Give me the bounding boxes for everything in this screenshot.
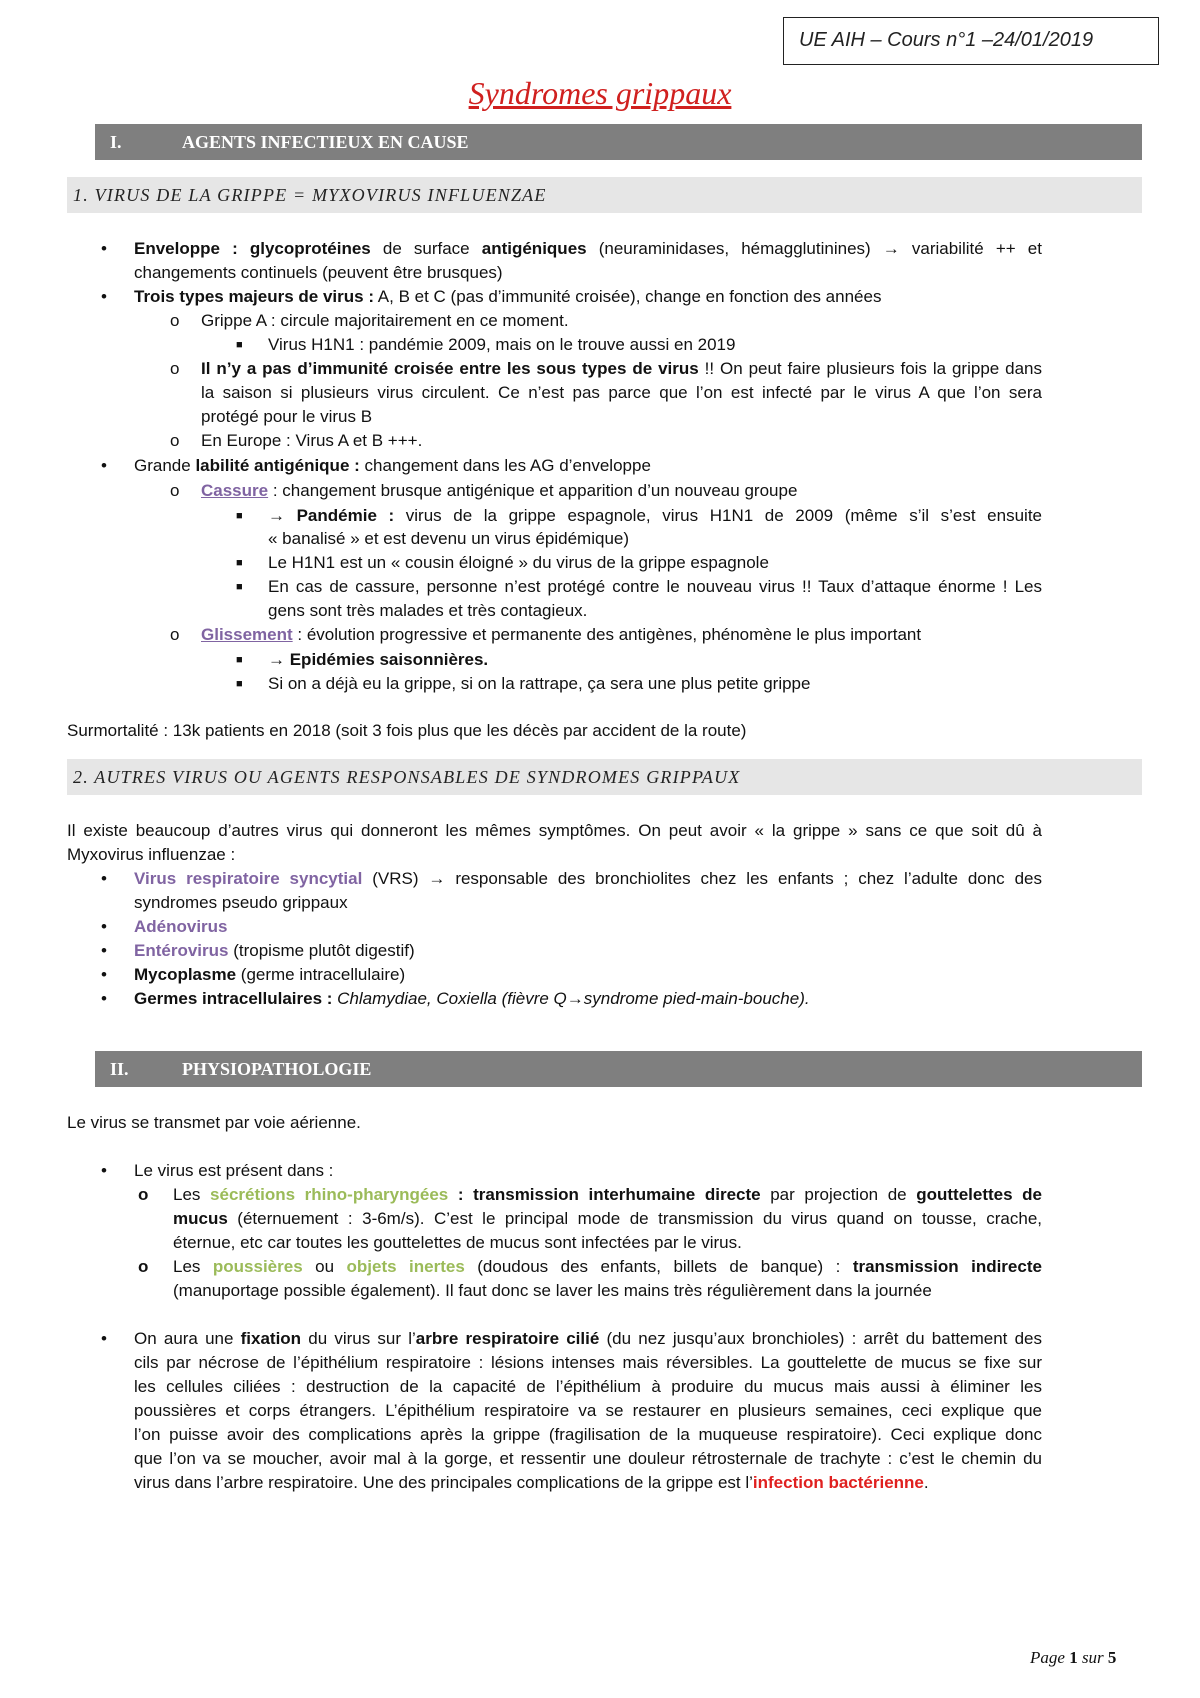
term-poussieres: poussières bbox=[212, 1257, 303, 1276]
list-item-continuation: les cellules ciliées : destruction de la capacité de l’épithélium à produire du mucus mais aussi à éliminer les bbox=[134, 1377, 1042, 1396]
text: du virus sur l’ bbox=[308, 1329, 416, 1348]
text: (neuraminidases, hémagglutinines) → variabilité ++ et bbox=[598, 239, 1042, 258]
paragraph: Le virus se transmet par voie aérienne. bbox=[67, 1113, 361, 1132]
term-vrs: Virus respiratoire syncytial bbox=[134, 869, 363, 888]
text-bold: glycoprotéines bbox=[249, 239, 371, 258]
section-number: I. bbox=[110, 132, 122, 152]
bullet-circle: o bbox=[170, 311, 180, 330]
list-item-continuation: « banalisé » et est devenu un virus épidémique) bbox=[268, 529, 630, 548]
bullet-dot: • bbox=[101, 456, 107, 475]
bullet-square: ■ bbox=[236, 678, 243, 690]
list-item bbox=[201, 478, 797, 504]
paragraph-continuation: Myxovirus influenzae : bbox=[67, 845, 236, 864]
bullet-square: ■ bbox=[236, 557, 243, 569]
bullet-dot: • bbox=[101, 989, 107, 1008]
list-item-continuation: la saison si plusieurs virus circulent. Ce n’est pas parce que l’on est infecté par le virus A que l’on sera bbox=[201, 383, 1042, 402]
list-item-continuation: gens sont très malades et très contagieux. bbox=[268, 601, 588, 620]
list-item bbox=[134, 938, 415, 964]
bullet-dot: • bbox=[101, 941, 107, 960]
text: On aura une bbox=[134, 1329, 234, 1348]
bullet-circle: o bbox=[170, 625, 180, 644]
text: Les bbox=[173, 1185, 201, 1204]
list-item: Si on a déjà eu la grippe, si on la rattrape, ça sera une plus petite grippe bbox=[268, 674, 811, 693]
text: sur bbox=[1081, 1648, 1104, 1667]
list-item-continuation: poussières et corps étrangers. L’épithélium respiratoire va se restaurer en plusieurs semaines, ceci explique que bbox=[134, 1401, 1042, 1420]
text: par projection de bbox=[770, 1185, 907, 1204]
course-header: UE AIH – Cours n°1 –24/01/2019 bbox=[783, 17, 1159, 65]
term-secretions: sécrétions rhino-pharyngées bbox=[210, 1185, 449, 1204]
text-bold: Enveloppe : bbox=[134, 239, 238, 258]
list-item: En cas de cassure, personne n’est protégé contre le nouveau virus !! Taux d’attaque énorme ! Les bbox=[268, 577, 1042, 596]
page-total: 5 bbox=[1107, 1648, 1117, 1667]
term-objets-inertes: objets inertes bbox=[346, 1257, 465, 1276]
bullet-dot: • bbox=[101, 1161, 107, 1180]
paragraph: Surmortalité : 13k patients en 2018 (soit 3 fois plus que les décès par accident de la route) bbox=[67, 721, 747, 740]
list-item-continuation bbox=[134, 1470, 929, 1496]
subsection-heading-1: 1. VIRUS DE LA GRIPPE = MYXOVIRUS INFLUENZAE bbox=[67, 177, 1142, 213]
bullet-circle: o bbox=[170, 481, 180, 500]
list-item: Virus H1N1 : pandémie 2009, mais on le trouve aussi en 2019 bbox=[268, 335, 736, 354]
text: (éternuement : 3-6m/s). C’est le principal mode de transmission du virus quand on tousse, crache, bbox=[237, 1209, 1042, 1228]
bullet-dot: • bbox=[101, 869, 107, 888]
text-italic: Chlamydiae, Coxiella (fièvre Q→syndrome pied-main-bouche). bbox=[337, 989, 810, 1008]
list-item: → Epidémies saisonnières. bbox=[268, 650, 489, 669]
term-infection-bacterienne: infection bactérienne bbox=[752, 1473, 924, 1492]
list-item bbox=[134, 962, 405, 988]
bullet-square: ■ bbox=[236, 654, 243, 666]
text: (germe intracellulaire) bbox=[240, 965, 406, 984]
text: Page bbox=[1030, 1648, 1065, 1667]
bullet-square: ■ bbox=[236, 581, 243, 593]
list-item bbox=[134, 284, 881, 310]
text-bold: → Pandémie : bbox=[268, 506, 395, 525]
bullet-circle: o bbox=[170, 431, 180, 450]
text: : changement brusque antigénique et apparition d’un nouveau groupe bbox=[272, 481, 798, 500]
paragraph: Il existe beaucoup d’autres virus qui donneront les mêmes symptômes. On peut avoir « la grippe » sans ce que soit dû à bbox=[67, 821, 1042, 840]
section-heading-2 bbox=[95, 1051, 1142, 1087]
list-item-continuation: protégé pour le virus B bbox=[201, 407, 373, 426]
bullet-circle: o bbox=[138, 1257, 149, 1276]
text-bold: gouttelettes de bbox=[916, 1185, 1042, 1204]
bullet-circle: o bbox=[170, 359, 180, 378]
list-item-continuation: changements continuels (peuvent être brusques) bbox=[134, 263, 503, 282]
list-item bbox=[134, 866, 1042, 892]
text: ou bbox=[315, 1257, 335, 1276]
list-item-continuation: l’on puisse avoir des complications après la grippe (fragilisation de la muqueuse respiratoire). Ceci explique donc bbox=[134, 1425, 1042, 1444]
text-bold: Trois types majeurs de virus : bbox=[134, 287, 374, 306]
text-bold: : transmission interhumaine directe bbox=[457, 1185, 761, 1204]
list-item bbox=[134, 236, 1042, 262]
list-item bbox=[134, 986, 810, 1012]
list-item-continuation: cils par nécrose de l’épithélium respiratoire : lésions intenses mais réversibles. La gouttelette de mucus se fixe sur bbox=[134, 1353, 1042, 1372]
list-item bbox=[201, 622, 921, 648]
list-item bbox=[173, 1182, 1042, 1208]
list-item: Grippe A : circule majoritairement en ce moment. bbox=[201, 311, 569, 330]
text: virus de la grippe espagnole, virus H1N1 de 2009 (même s’il s’est ensuite bbox=[405, 506, 1042, 525]
list-item: Le virus est présent dans : bbox=[134, 1161, 334, 1180]
text-bold: fixation bbox=[240, 1329, 302, 1348]
list-item: Le H1N1 est un « cousin éloigné » du virus de la grippe espagnole bbox=[268, 553, 769, 572]
text-bold: arbre respiratoire cilié bbox=[415, 1329, 600, 1348]
text: A, B et C (pas d’immunité croisée), change en fonction des années bbox=[377, 287, 882, 306]
bullet-square: ■ bbox=[236, 339, 243, 351]
section-heading-1 bbox=[95, 124, 1142, 160]
term-glissement: Glissement bbox=[201, 625, 293, 644]
list-item-continuation: (manuportage possible également). Il faut donc se laver les mains très régulièrement dans la journée bbox=[173, 1281, 932, 1300]
list-item bbox=[134, 1326, 1042, 1352]
list-item-continuation: que l’on va se moucher, avoir mal à la gorge, et ressentir une douleur rétrosternale de trachyte : c’est le chemin du bbox=[134, 1449, 1042, 1468]
text-bold: antigéniques bbox=[481, 239, 587, 258]
text-bold: labilité antigénique : bbox=[195, 456, 360, 475]
text: (VRS) → responsable des bronchiolites chez les enfants ; chez l’adulte donc des bbox=[372, 869, 1042, 888]
subsection-heading-2: 2. AUTRES VIRUS OU AGENTS RESPONSABLES DE SYNDROMES GRIPPAUX bbox=[67, 759, 1142, 795]
text: !! On peut faire plusieurs fois la grippe dans bbox=[704, 359, 1042, 378]
list-item-continuation bbox=[173, 1206, 1042, 1232]
text: Grande bbox=[134, 456, 191, 475]
list-item bbox=[173, 1254, 1042, 1280]
text: (tropisme plutôt digestif) bbox=[233, 941, 415, 960]
section-number: II. bbox=[110, 1059, 129, 1079]
text: de surface bbox=[382, 239, 470, 258]
text: . bbox=[923, 1473, 929, 1492]
page-number: 1 bbox=[1069, 1648, 1078, 1667]
bullet-circle: o bbox=[138, 1185, 149, 1204]
list-item bbox=[134, 453, 651, 479]
page-footer bbox=[1030, 1648, 1116, 1668]
text-bold: transmission indirecte bbox=[852, 1257, 1042, 1276]
text: Les bbox=[173, 1257, 201, 1276]
text: virus dans l’arbre respiratoire. Une des principales complications de la grippe est l’ bbox=[134, 1473, 753, 1492]
text-bold: Germes intracellulaires : bbox=[134, 989, 333, 1008]
bullet-dot: • bbox=[101, 1329, 107, 1348]
bullet-dot: • bbox=[101, 287, 107, 306]
term-cassure: Cassure bbox=[201, 481, 269, 500]
text-bold: Mycoplasme bbox=[134, 965, 237, 984]
text-bold: Il n’y a pas d’immunité croisée entre les sous types de virus bbox=[201, 359, 699, 378]
list-item-continuation: éternue, etc car toutes les gouttelettes de mucus sont infectées par le virus. bbox=[173, 1233, 742, 1252]
bullet-dot: • bbox=[101, 239, 107, 258]
list-item bbox=[201, 356, 1042, 382]
section-label: AGENTS INFECTIEUX EN CAUSE bbox=[182, 132, 469, 152]
text-bold: mucus bbox=[173, 1209, 228, 1228]
section-label: PHYSIOPATHOLOGIE bbox=[182, 1059, 372, 1079]
list-item-continuation: syndromes pseudo grippaux bbox=[134, 893, 348, 912]
term-enterovirus: Entérovirus bbox=[134, 941, 229, 960]
text: changement dans les AG d’enveloppe bbox=[364, 456, 651, 475]
page-title: Syndromes grippaux bbox=[468, 75, 732, 111]
text: (doudous des enfants, billets de banque) : bbox=[477, 1257, 841, 1276]
text: : évolution progressive et permanente des antigènes, phénomène le plus important bbox=[297, 625, 922, 644]
list-item: Adénovirus bbox=[134, 917, 228, 936]
bullet-dot: • bbox=[101, 917, 107, 936]
text: (du nez jusqu’aux bronchioles) : arrêt du battement des bbox=[606, 1329, 1042, 1348]
bullet-square: ■ bbox=[236, 510, 243, 522]
list-item: En Europe : Virus A et B +++. bbox=[201, 431, 423, 450]
bullet-dot: • bbox=[101, 965, 107, 984]
